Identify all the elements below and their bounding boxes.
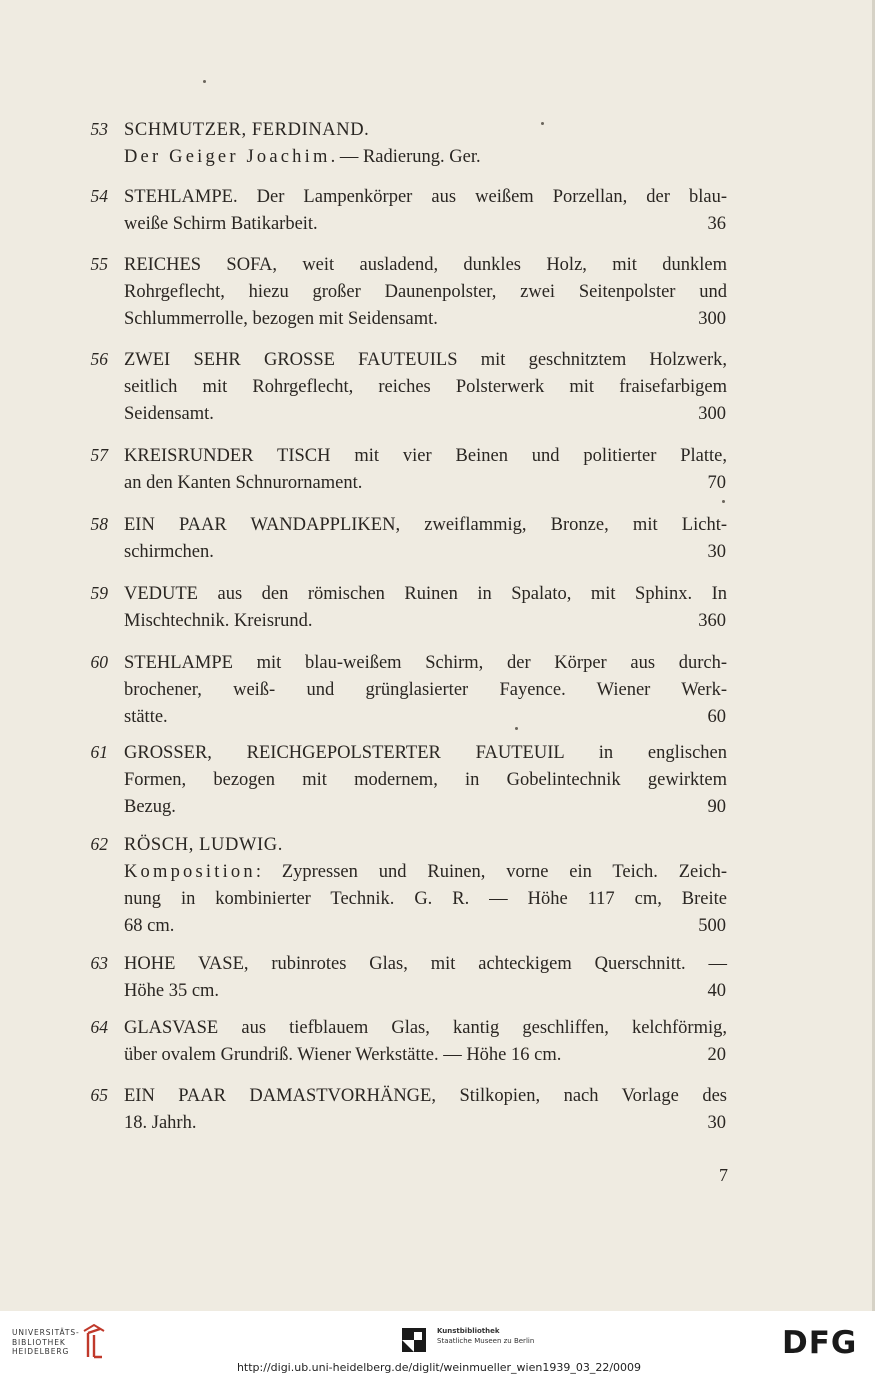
entry-line: Formen, bezogen mit modernem, in Gobelintechnik gewirktem — [124, 770, 727, 790]
entry-price: 500 — [698, 916, 726, 936]
kunstbibliothek-label — [437, 1326, 534, 1346]
entry-line: REICHES SOFA, weit ausladend, dunkles Holz, mit dunklem — [124, 255, 727, 275]
entry-price: 40 — [707, 981, 726, 1001]
entry-number: 63 — [90, 953, 108, 973]
entry-line: seitlich mit Rohrgeflecht, reiches Polsterwerk mit fraisefarbigem — [124, 377, 727, 397]
entry-number: 58 — [90, 514, 108, 534]
entry-line: Mischtechnik. Kreisrund. — [124, 611, 313, 631]
entry-line: 68 cm. — [124, 916, 175, 936]
entry-line: Seidensamt. — [124, 404, 214, 424]
entry-line: EIN PAAR WANDAPPLIKEN, zweiflammig, Bronze, mit Licht- — [124, 515, 727, 535]
footer-bar — [0, 1311, 878, 1376]
entry-price: 60 — [707, 707, 726, 727]
artwork-title: Komposition — [124, 862, 256, 882]
entry-line: weiße Schirm Batikarbeit. — [124, 214, 318, 234]
entry-line: schirmchen. — [124, 542, 214, 562]
entry-line: VEDUTE aus den römischen Ruinen in Spalato, mit Sphinx. In — [124, 584, 727, 604]
entry-line: EIN PAAR DAMASTVORHÄNGE, Stilkopien, nach Vorlage des — [124, 1086, 727, 1106]
speck — [203, 80, 206, 83]
entry-price: 20 — [707, 1045, 726, 1065]
university-library-label — [12, 1328, 80, 1357]
entry-line: über ovalem Grundriß. Wiener Werkstätte. — Höhe 16 cm. — [124, 1045, 562, 1065]
entry-line: Schlummerrolle, bezogen mit Seidensamt. — [124, 309, 438, 329]
entry-line: GROSSER, REICHGEPOLSTERTER FAUTEUIL in englischen — [124, 743, 727, 763]
speck — [722, 500, 725, 503]
entry-line: STEHLAMPE mit blau-weißem Schirm, der Körper aus durch- — [124, 653, 727, 673]
entry-price: 30 — [707, 542, 726, 562]
entry-line: Höhe 35 cm. — [124, 981, 220, 1001]
entry-number: 56 — [90, 349, 108, 369]
entry-price: 70 — [707, 473, 726, 493]
entry-number: 61 — [90, 742, 108, 762]
dfg-logo: DFG — [782, 1325, 858, 1361]
university-label-line: UNIVERSITÄTS- — [12, 1328, 80, 1337]
entry-line: an den Kanten Schnurornament. — [124, 473, 363, 493]
entry-number: 55 — [90, 254, 108, 274]
entry-line: SCHMUTZER, FERDINAND. — [124, 120, 370, 140]
entry-line — [124, 144, 727, 171]
entry-line: 18. Jahrh. — [124, 1113, 197, 1133]
entry-price: 360 — [698, 611, 726, 631]
entry-price: 90 — [707, 797, 726, 817]
entry-price: 300 — [698, 309, 726, 329]
entry-number: 54 — [90, 186, 108, 206]
entry-line: ZWEI SEHR GROSSE FAUTEUILS mit geschnitztem Holzwerk, — [124, 350, 727, 370]
entry-number: 62 — [90, 834, 108, 854]
university-label-line: BIBLIOTHEK — [12, 1337, 66, 1347]
entry-line: stätte. — [124, 707, 168, 727]
entry-number: 53 — [90, 119, 108, 139]
entry-line: KREISRUNDER TISCH mit vier Beinen und politierter Platte, — [124, 446, 727, 466]
entry-line-text: Der Geiger Joachim. — Radierung. Ger. — [124, 147, 481, 167]
university-label-line: HEIDELBERG — [12, 1347, 70, 1356]
entry-line: Rohrgeflecht, hiezu großer Daunenpolster, zwei Seitenpolster und — [124, 282, 727, 302]
entry-number: 60 — [90, 652, 108, 672]
entry-price: 300 — [698, 404, 726, 424]
university-logo-icon — [80, 1323, 106, 1359]
entry-number: 59 — [90, 583, 108, 603]
entry-line: Bezug. — [124, 797, 176, 817]
entry-price: 30 — [707, 1113, 726, 1133]
entry-line: RÖSCH, LUDWIG. — [124, 835, 283, 855]
entry-line: STEHLAMPE. Der Lampenkörper aus weißem Porzellan, der blau- — [124, 187, 727, 207]
entry-number: 64 — [90, 1017, 108, 1037]
entry-line: nung in kombinierter Technik. G. R. — Höhe 117 cm, Breite — [124, 889, 727, 909]
page-number: 7 — [719, 1165, 728, 1185]
artwork-title: Der Geiger Joachim — [124, 147, 331, 167]
entry-number: 65 — [90, 1085, 108, 1105]
entry-line: brochener, weiß- und grünglasierter Fayence. Wiener Werk- — [124, 680, 727, 700]
entry-line: GLASVASE aus tiefblauem Glas, kantig geschliffen, kelchförmig, — [124, 1018, 727, 1038]
kb-title: Kunstbibliothek — [437, 1327, 500, 1335]
kunstbibliothek-logo-icon — [400, 1326, 428, 1354]
kb-subtitle: Staatliche Museen zu Berlin — [437, 1337, 535, 1345]
source-url[interactable]: http://digi.ub.uni-heidelberg.de/diglit/weinmueller_wien1939_03_22/0009 — [236, 1361, 642, 1374]
entry-line: HOHE VASE, rubinrotes Glas, mit achteckigem Querschnitt. — — [124, 954, 727, 974]
entry-number: 57 — [90, 445, 108, 465]
entry-line-text: Komposition: Zypressen und Ruinen, vorne ein Teich. Zeich- — [124, 862, 727, 882]
entry-price: 36 — [707, 214, 726, 234]
entry-line — [124, 859, 727, 886]
